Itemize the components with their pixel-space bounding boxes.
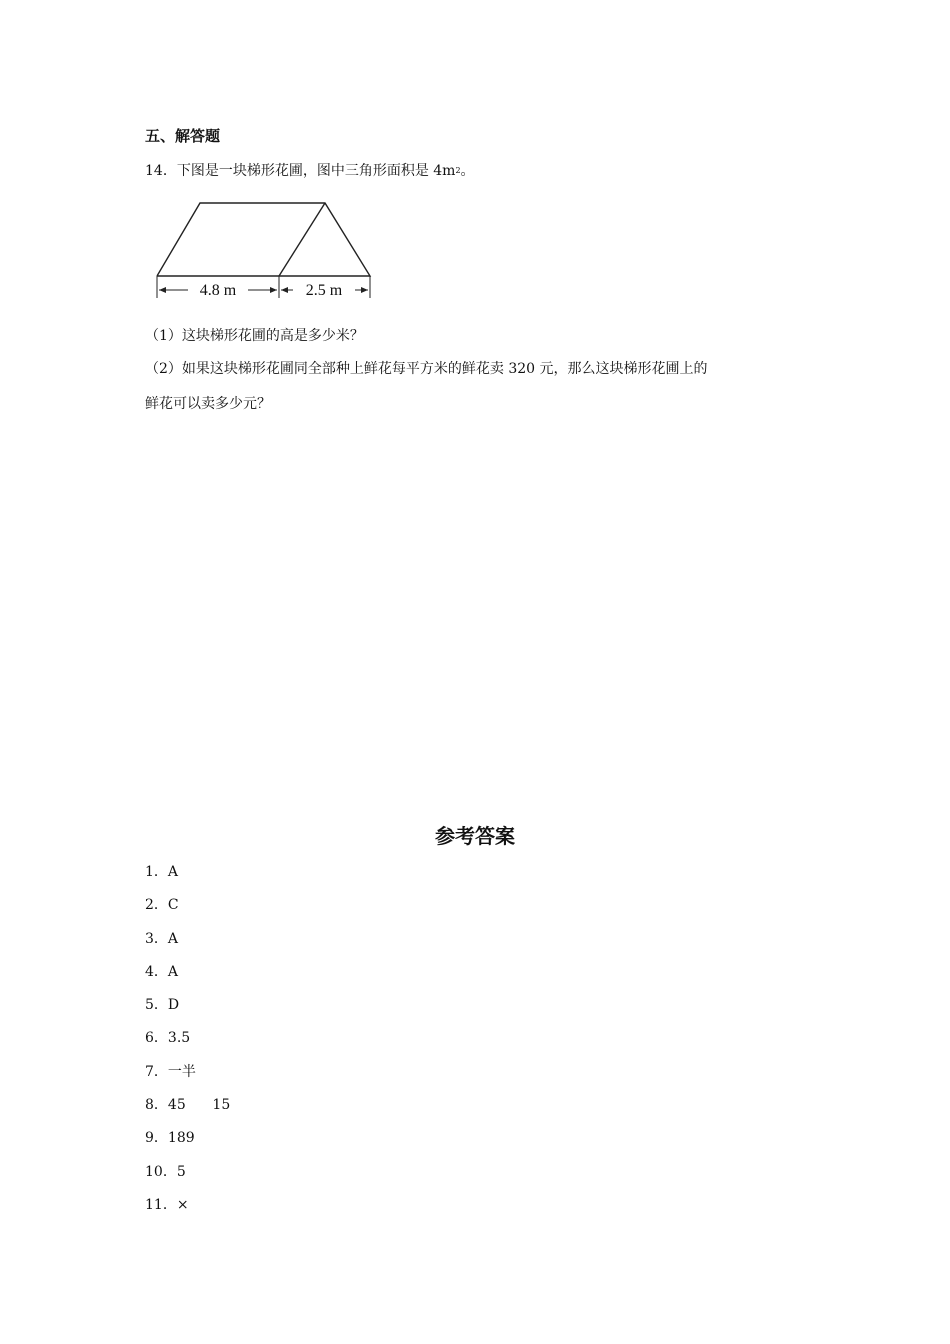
answer-list [145, 862, 230, 1228]
arrowhead-left-a [159, 287, 166, 293]
answer-item: 1．A [145, 864, 179, 880]
answer-key-title: 参考答案 [435, 824, 515, 848]
trapezoid-garden-figure [150, 196, 380, 306]
arrowhead-right-a [281, 287, 288, 293]
area-unit-superscript: 2 [455, 166, 461, 175]
arrowhead-left-b [270, 287, 277, 293]
answer-item: 5．D [145, 997, 180, 1014]
answer-item: 7．一半 [145, 1063, 196, 1080]
answer-item: 2．C [145, 897, 179, 914]
question-stem-end: 。 [460, 163, 475, 179]
answer-item: 9．189 [145, 1130, 195, 1147]
arrowhead-right-b [361, 287, 368, 293]
sub-question-2-continued: 鲜花可以卖多少元？ [145, 396, 271, 412]
trapezoid-outline [157, 203, 370, 276]
section-heading: 五、解答题 [145, 127, 221, 145]
answer-item: 11．× [145, 1196, 189, 1213]
dimension-label-right: 2.5 m [305, 282, 343, 299]
answer-item: 3．A [145, 930, 179, 947]
sub-question-2: （2）如果这块梯形花圃同全部种上鲜花每平方米的鲜花卖 320 元，那么这块梯形花圃上的 [145, 361, 708, 377]
answer-item: 8．45 15 [145, 1097, 231, 1114]
question-stem-text: 14．下图是一块梯形花圃，图中三角形面积是 4m [145, 163, 456, 179]
sub-question-1: （1）这块梯形花圃的高是多少米？ [145, 328, 364, 344]
answer-item: 6．3.5 [145, 1030, 191, 1047]
answer-item: 10．5 [145, 1163, 186, 1180]
answer-item: 4．A [145, 963, 179, 980]
question-14-stem [145, 161, 475, 181]
triangle-left-edge [279, 203, 325, 276]
dimension-label-left: 4.8 m [199, 282, 237, 299]
